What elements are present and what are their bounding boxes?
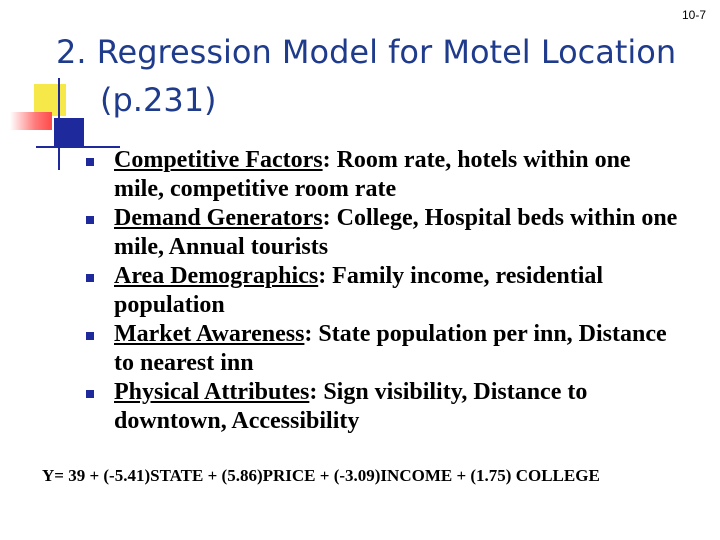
bullet-heading: Market Awareness: [114, 321, 305, 347]
list-item: [86, 378, 686, 436]
bullet-text: : Family income, residential population: [114, 263, 604, 318]
bullet-heading: Competitive Factors: [114, 147, 323, 173]
title-line-1: 2. Regression Model for Motel Location: [56, 33, 677, 71]
bullet-marker-icon: [86, 158, 94, 166]
bullet-text: : Room rate, hotels within one mile, competitive room rate: [114, 147, 631, 202]
list-item: [86, 146, 686, 204]
bullet-marker-icon: [86, 332, 94, 340]
list-item: [86, 262, 686, 320]
bullet-marker-icon: [86, 216, 94, 224]
red-square: [10, 112, 52, 130]
bullet-marker-icon: [86, 274, 94, 282]
bullet-marker-icon: [86, 390, 94, 398]
page-number: 10-7: [681, 8, 706, 22]
list-item: [86, 204, 686, 262]
title-line-2: (p.231): [100, 81, 217, 119]
regression-equation: Y= 39 + (-5.41)STATE + (5.86)PRICE + (-3.09)INCOME + (1.75) COLLEGE: [42, 466, 600, 485]
bullet-heading: Area Demographics: [114, 263, 319, 289]
bullet-list: [86, 146, 686, 436]
bullet-text: : State population per inn, Distance to nearest inn: [114, 321, 667, 376]
bullet-heading: Physical Attributes: [114, 379, 310, 405]
list-item: [86, 320, 686, 378]
bullet-text: : College, Hospital beds within one mile, Annual tourists: [114, 205, 678, 260]
bullet-text: : Sign visibility, Distance to downtown, Accessibility: [114, 379, 588, 434]
slide-title: [56, 28, 696, 124]
bullet-heading: Demand Generators: [114, 205, 323, 231]
